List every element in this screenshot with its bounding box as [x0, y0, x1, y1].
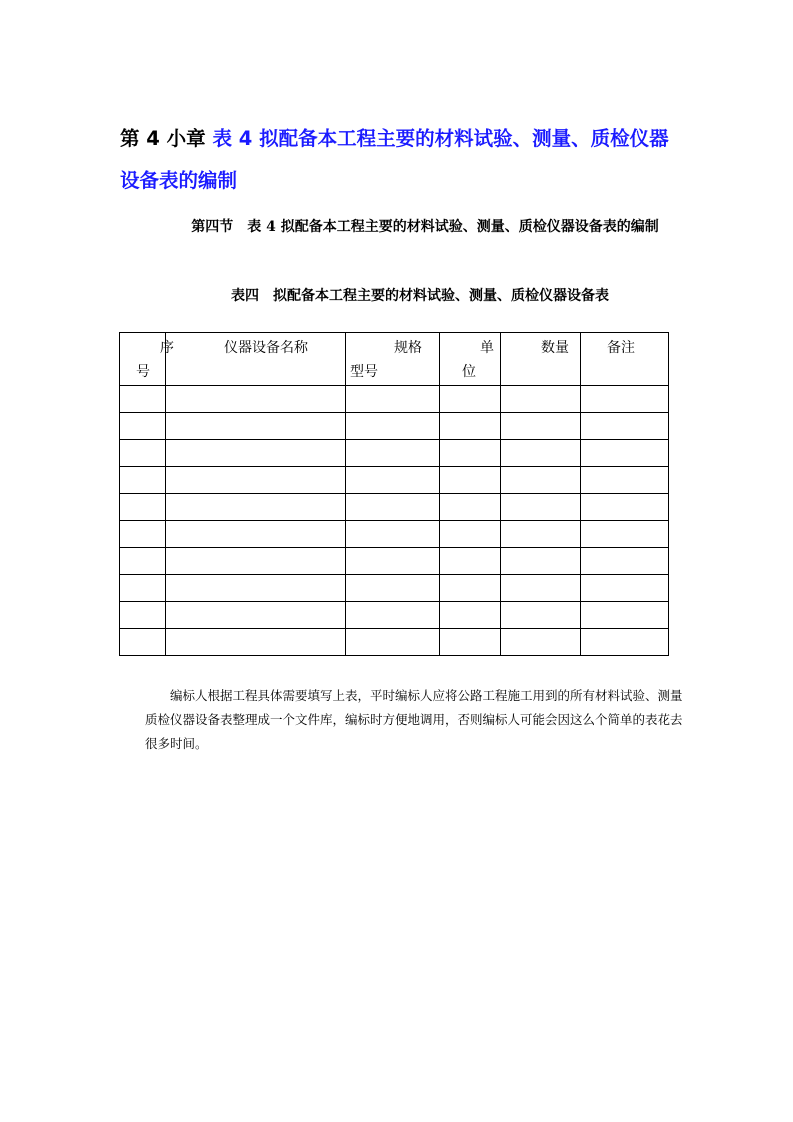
cell-quantity: [501, 629, 581, 656]
header-serial: [120, 333, 174, 386]
equipment-table: [119, 332, 669, 656]
header-unit-bottom: 位: [462, 364, 476, 380]
explanatory-note: 编标人根据工程具体需要填写上表，平时编标人应将公路工程施工用到的所有材料试验、测量质检仪器设备表整理成一个文件库，编标时方便地调用，否则编标人可能会因这么个简单的表花去很多时间。: [145, 688, 683, 751]
cell-unit: [440, 467, 501, 494]
cell-serial: [120, 494, 166, 521]
header-name-text: 仪器设备名称: [224, 340, 308, 356]
cell-name: [166, 494, 346, 521]
cell-quantity: [501, 440, 581, 467]
cell-remarks: [581, 575, 669, 602]
cell-name: [166, 440, 346, 467]
cell-unit: [440, 386, 501, 413]
cell-serial: [120, 413, 166, 440]
header-spec-top: 规格: [394, 340, 422, 356]
cell-spec: [346, 494, 440, 521]
cell-name: [166, 386, 346, 413]
cell-name: [166, 548, 346, 575]
cell-name: [166, 575, 346, 602]
cell-remarks: [581, 413, 669, 440]
table-row: [120, 602, 669, 629]
cell-quantity: [501, 386, 581, 413]
cell-unit: [440, 440, 501, 467]
table-row: [120, 440, 669, 467]
section-title: [170, 216, 680, 239]
header-remarks-text: 备注: [607, 340, 635, 356]
cell-quantity: [501, 494, 581, 521]
table-row: [120, 575, 669, 602]
cell-remarks: [581, 629, 669, 656]
table-heading-text: 拟配备本工程主要的材料试验、测量、质检仪器设备表: [273, 288, 609, 304]
cell-remarks: [581, 440, 669, 467]
cell-spec: [346, 629, 440, 656]
cell-remarks: [581, 602, 669, 629]
cell-remarks: [581, 548, 669, 575]
header-remarks: [581, 333, 669, 386]
cell-spec: [346, 602, 440, 629]
cell-spec: [346, 548, 440, 575]
table-row: [120, 386, 669, 413]
cell-serial: [120, 467, 166, 494]
header-spec: [346, 333, 440, 386]
header-unit: [440, 333, 501, 386]
table-row: [120, 548, 669, 575]
cell-serial: [120, 575, 166, 602]
cell-spec: [346, 467, 440, 494]
cell-unit: [440, 413, 501, 440]
table-title: [120, 285, 720, 307]
cell-spec: [346, 521, 440, 548]
cell-unit: [440, 575, 501, 602]
header-serial-bottom: 号: [136, 364, 150, 380]
table-body: [120, 386, 669, 656]
cell-serial: [120, 602, 166, 629]
cell-quantity: [501, 548, 581, 575]
header-serial-top: 序: [160, 340, 174, 356]
table-row: [120, 521, 669, 548]
cell-quantity: [501, 521, 581, 548]
chapter-label: 第 4 小章: [120, 127, 206, 150]
cell-spec: [346, 413, 440, 440]
cell-quantity: [501, 413, 581, 440]
table-row: [120, 629, 669, 656]
cell-remarks: [581, 521, 669, 548]
cell-remarks: [581, 386, 669, 413]
cell-spec: [346, 386, 440, 413]
cell-serial: [120, 629, 166, 656]
cell-name: [166, 413, 346, 440]
cell-remarks: [581, 494, 669, 521]
cell-name: [166, 602, 346, 629]
cell-quantity: [501, 575, 581, 602]
cell-serial: [120, 521, 166, 548]
table-header-row: [120, 333, 669, 386]
table-row: [120, 413, 669, 440]
cell-quantity: [501, 467, 581, 494]
header-quantity-text: 数量: [541, 340, 569, 356]
cell-serial: [120, 386, 166, 413]
header-quantity: [501, 333, 581, 386]
cell-spec: [346, 575, 440, 602]
table-row: [120, 467, 669, 494]
cell-name: [166, 521, 346, 548]
section-heading-text: 表 4 拟配备本工程主要的材料试验、测量、质检仪器设备表的编制: [247, 219, 659, 235]
cell-serial: [120, 440, 166, 467]
cell-unit: [440, 548, 501, 575]
chapter-title: [120, 118, 680, 202]
cell-remarks: [581, 467, 669, 494]
section-label: 第四节: [191, 219, 234, 235]
cell-unit: [440, 602, 501, 629]
table-row: [120, 494, 669, 521]
table-label: 表四: [231, 288, 259, 304]
cell-spec: [346, 440, 440, 467]
chapter-heading-text: 表 4 拟配备本工程主要的材料试验、测量、质检仪器设备表的编制: [120, 127, 669, 192]
header-spec-bottom: 型号: [350, 364, 378, 380]
cell-name: [166, 629, 346, 656]
cell-unit: [440, 521, 501, 548]
cell-name: [166, 467, 346, 494]
cell-unit: [440, 494, 501, 521]
header-name: [166, 333, 346, 386]
cell-unit: [440, 629, 501, 656]
header-unit-top: 单: [480, 340, 494, 356]
cell-quantity: [501, 602, 581, 629]
cell-serial: [120, 548, 166, 575]
